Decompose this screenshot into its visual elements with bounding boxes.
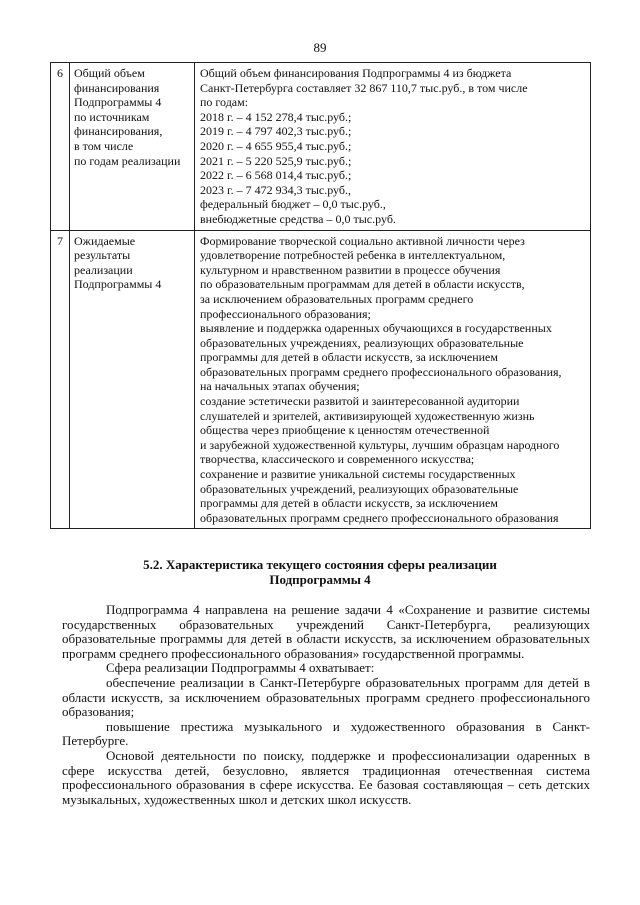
row-name-line: в том числе [74, 138, 134, 153]
content-line: федеральный бюджет – 0,0 тыс.руб., [200, 197, 386, 212]
content-line: сохранение и развитие уникальной системы государственных [200, 467, 516, 482]
section-heading [0, 557, 640, 587]
content-line: образовательных программ среднего профессионального образования, [200, 364, 562, 379]
content-line: общества через приобщение к ценностям отечественной [200, 423, 490, 438]
content-line: 2023 г. – 7 472 934,3 тыс.руб., [200, 182, 351, 197]
content-line: 2020 г. – 4 655 955,4 тыс.руб.; [200, 138, 352, 153]
content-line: создание эстетически развитой и заинтересованной аудитории [200, 394, 520, 409]
content-line: по образовательным программам для детей в области искусств, [200, 277, 525, 292]
content-line: Общий объем финансирования Подпрограммы 4 из бюджета [200, 66, 512, 80]
row-content-cell [195, 230, 591, 529]
row-name-line: реализации [74, 262, 133, 277]
content-line: образовательных учреждений, реализующих образовательные [200, 481, 519, 496]
row-name-line: Общий объем [74, 66, 145, 80]
body-paragraph: Сфера реализации Подпрограммы 4 охватывает: [106, 660, 375, 676]
content-line: внебюджетные средства – 0,0 тыс.руб. [200, 211, 396, 226]
content-line: на начальных этапах обучения; [200, 379, 360, 394]
subprogram-passport-table [50, 62, 591, 529]
row-name-line: результаты [74, 248, 131, 263]
row-name-line: по годам реализации [74, 153, 181, 168]
section-heading-line: Подпрограммы 4 [269, 572, 371, 587]
body-paragraph: обеспечение реализации в Санкт-Петербурге образовательных программ для детей в области искусств, за исключением образовательных программ среднего профессионального образования; [62, 674, 590, 720]
row-name-line: финансирования [74, 80, 160, 95]
content-line: творчества, классического и современного искусства; [200, 452, 475, 467]
section-body [62, 603, 590, 807]
table-row [51, 230, 591, 529]
content-line: образовательных учреждениях, реализующих образовательные [200, 335, 524, 350]
content-line: 2022 г. – 6 568 014,4 тыс.руб.; [200, 168, 352, 183]
row-name-line: Подпрограммы 4 [74, 277, 162, 292]
body-paragraph: Основой деятельности по поиску, поддержке и профессионализации одаренных в сфере искусства детей, безусловно, является традиционная отечественная система профессионального образования в сфере искусства. Ее базовая составляющая – сеть детских музыкальных, художественных школ и детских школ искусств. [62, 747, 590, 807]
content-line: удовлетворение потребностей ребенка в интеллектуальном, [200, 248, 506, 263]
content-line: по годам: [200, 95, 249, 110]
content-line: за исключением образовательных программ среднего [200, 291, 474, 306]
section-heading-line: 5.2. Характеристика текущего состояния сферы реализации [143, 557, 497, 572]
row-number: 7 [51, 230, 70, 529]
content-line: 2018 г. – 4 152 278,4 тыс.руб.; [200, 109, 352, 124]
row-content-cell [195, 63, 591, 231]
content-line: Формирование творческой социально активной личности через [200, 233, 525, 248]
content-line: выявление и поддержка одаренных обучающихся в государственных [200, 321, 552, 336]
content-line: и зарубежной художественной культуры, лучшим образцам народного [200, 437, 560, 452]
content-line: образовательных программ среднего профессионального образования [200, 510, 559, 525]
content-line: слушателей и зрителей, активизирующей художественную жизнь [200, 408, 535, 423]
content-line: 2021 г. – 5 220 525,9 тыс.руб.; [200, 153, 352, 168]
row-name-line: Ожидаемые [74, 233, 136, 248]
body-paragraph: повышение престижа музыкального и художественного образования в Санкт-Петербурге. [62, 718, 590, 749]
body-paragraph: Подпрограмма 4 направлена на решение задачи 4 «Сохранение и развитие системы государственных образовательных учреждений Санкт-Петербурга, реализующих образовательные программы для детей в области искусств, за исключением образовательных программ среднего профессионального образования» государственной программы. [62, 602, 590, 661]
content-line: Санкт-Петербурга составляет 32 867 110,7 тыс.руб., в том числе [200, 80, 528, 95]
content-line: профессионального образования; [200, 306, 371, 321]
row-name-line: Подпрограммы 4 [74, 95, 162, 110]
content-line: 2019 г. – 4 797 402,3 тыс.руб.; [200, 124, 352, 139]
row-name-cell [70, 63, 195, 231]
row-number: 6 [51, 63, 70, 231]
row-name-cell [70, 230, 195, 529]
page-number: 89 [313, 40, 327, 55]
content-line: программы для детей в области искусств, за исключением [200, 496, 498, 511]
table-row [51, 63, 591, 231]
row-name-line: финансирования, [74, 124, 163, 139]
content-line: программы для детей в области искусств, за исключением [200, 350, 498, 365]
row-name-line: по источникам [74, 109, 150, 124]
content-line: культурном и нравственном развитии в процессе обучения [200, 262, 501, 277]
